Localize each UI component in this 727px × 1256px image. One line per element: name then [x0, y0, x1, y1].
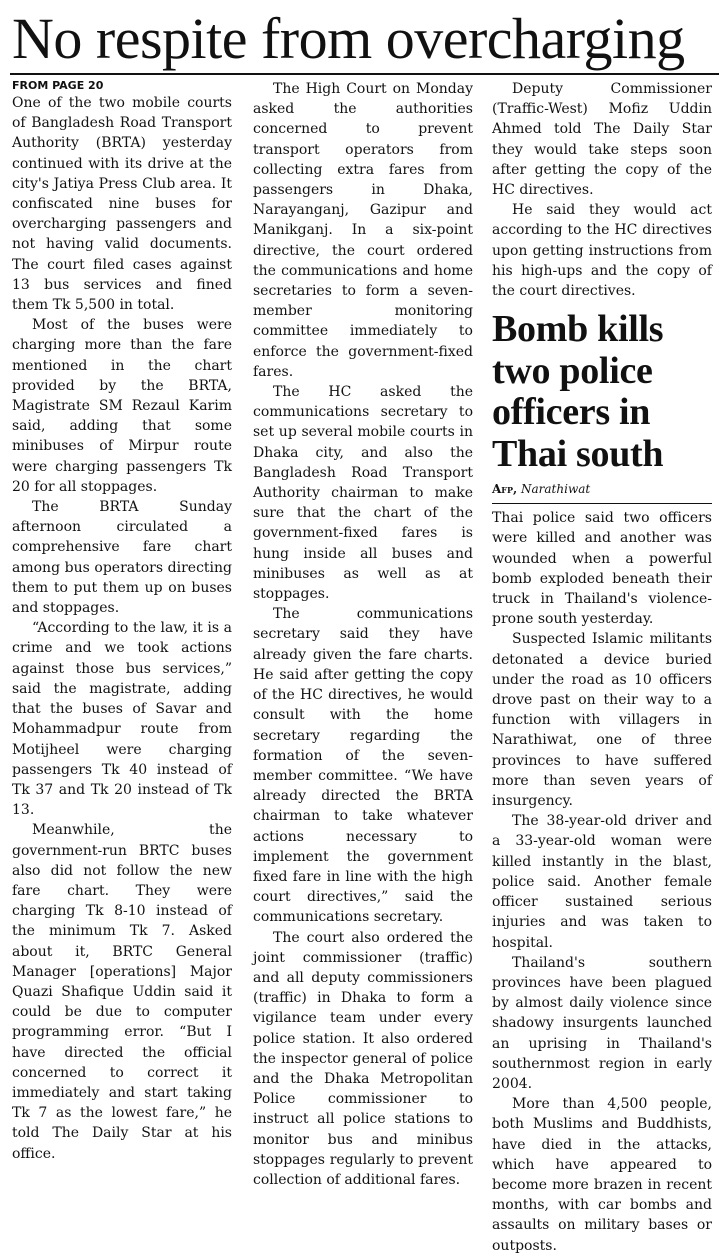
kicker: FROM PAGE 20 — [12, 79, 104, 92]
byline-rule — [492, 503, 712, 504]
main-paragraph-2: Most of the buses were charging more than the fare mentioned in the chart provided by the BRTA, Magistrate SM Rezaul Karim said, adding that some minibuses of Mirpur route were charging passengers Tk 20 for all stoppages. — [12, 317, 232, 495]
main-paragraph-1: One of the two mobile courts of Bangladesh Road Transport Authority (BRTA) yesterday continued with its drive at the city's Jatiya Press Club area. It confiscated nine buses for overcharging passengers and not having valid documents. The court filed cases against 13 bus services and fined them Tk 5,500 in total. — [12, 95, 232, 314]
column-2 — [253, 79, 473, 1190]
newspaper-page — [0, 6, 727, 1254]
main-paragraph-6: The High Court on Monday asked the authorities concerned to prevent transport operators from collecting extra fares from passengers in Dhaka, Narayanganj, Gazipur and Manikganj. In a six-point directive, the court ordered the communications and home secretaries to form a seven-member monitoring committee immediately to enforce the government-fixed fares. — [253, 81, 473, 380]
main-paragraph-10: Deputy Commissioner (Traffic-West) Mofiz Uddin Ahmed told The Daily Star they would take steps soon after getting the copy of the HC directives. — [492, 81, 712, 199]
column-3 — [492, 79, 712, 1256]
article-columns — [10, 75, 719, 1254]
second-paragraph-4: Thailand's southern provinces have been plagued by almost daily violence since shadowy insurgents launched an uprising in Thailand's southernmost region in early 2004. — [492, 954, 712, 1092]
byline — [492, 481, 712, 497]
column-1 — [12, 79, 232, 1164]
byline-agency: Afp, — [492, 482, 518, 497]
main-paragraph-7: The HC asked the communications secretary to set up several mobile courts in Dhaka city, and also the Bangladesh Road Transport Authority chairman to make sure that the chart of the government-fixed fares is hung inside all buses and minibuses as well as at stoppages. — [253, 384, 473, 603]
main-paragraph-8: The communications secretary said they have already given the fare charts. He said after getting the copy of the HC directives, he would consult with the home secretary regarding the formation of the seven-member committee. “We have already directed the BRTA chairman to take whatever actions necessary to implement the government fixed fare in line with the high court directives,” said the communications secretary. — [253, 606, 473, 926]
second-paragraph-3: The 38-year-old driver and a 33-year-old woman were killed instantly in the blast, police said. Another female officer sustained serious injuries and was taken to hospital. — [492, 813, 712, 951]
byline-place: Narathiwat — [521, 482, 591, 497]
main-headline: No respite from overcharging — [12, 6, 685, 71]
second-paragraph-2: Suspected Islamic militants detonated a device buried under the road as 10 officers drove past on their way to a function with villagers in Narathiwat, one of three provinces to have suffered more than seven years of insurgency. — [492, 631, 712, 810]
main-paragraph-11: He said they would act according to the HC directives upon getting instructions from his high-ups and the copy of the court directives. — [492, 202, 712, 300]
second-headline: Bomb kills two police officers in Thai south — [492, 308, 664, 475]
main-paragraph-3: The BRTA Sunday afternoon circulated a comprehensive fare chart among bus operators directing them to put them up on buses and stoppages. — [12, 499, 232, 617]
main-paragraph-5: Meanwhile, the government-run BRTC buses also did not follow the new fare chart. They were charging Tk 8-10 instead of the minimum Tk 7. Asked about it, BRTC General Manager [operations] Major Quazi Shafique Uddin said it could be due to computer programming error. “But I have directed the official concerned to correct it immediately and start taking Tk 7 as the lowest fare,” he told The Daily Star at his office. — [12, 822, 232, 1162]
main-paragraph-4: “According to the law, it is a crime and we took actions against those bus services,” said the magistrate, adding that the buses of Savar and Mohammadpur route from Motijheel were charging passengers Tk 40 instead of Tk 37 and Tk 20 instead of Tk 13. — [12, 620, 232, 819]
main-paragraph-9: The court also ordered the joint commissioner (traffic) and all deputy commissioners (traffic) in Dhaka to form a vigilance team under every police station. It also ordered the inspector general of police and the Dhaka Metropolitan Police commissioner to instruct all police stations to monitor bus and minibus stoppages regularly to prevent collection of additional fares. — [253, 929, 473, 1188]
second-paragraph-1: Thai police said two officers were killed and another was wounded when a powerful bomb exploded beneath their truck in Thailand's violence-prone south yesterday. — [492, 510, 712, 628]
second-paragraph-5: More than 4,500 people, both Muslims and Buddhists, have died in the attacks, which have appeared to become more brazen in recent months, with car bombs and assaults on military bases or outposts. — [492, 1096, 712, 1254]
